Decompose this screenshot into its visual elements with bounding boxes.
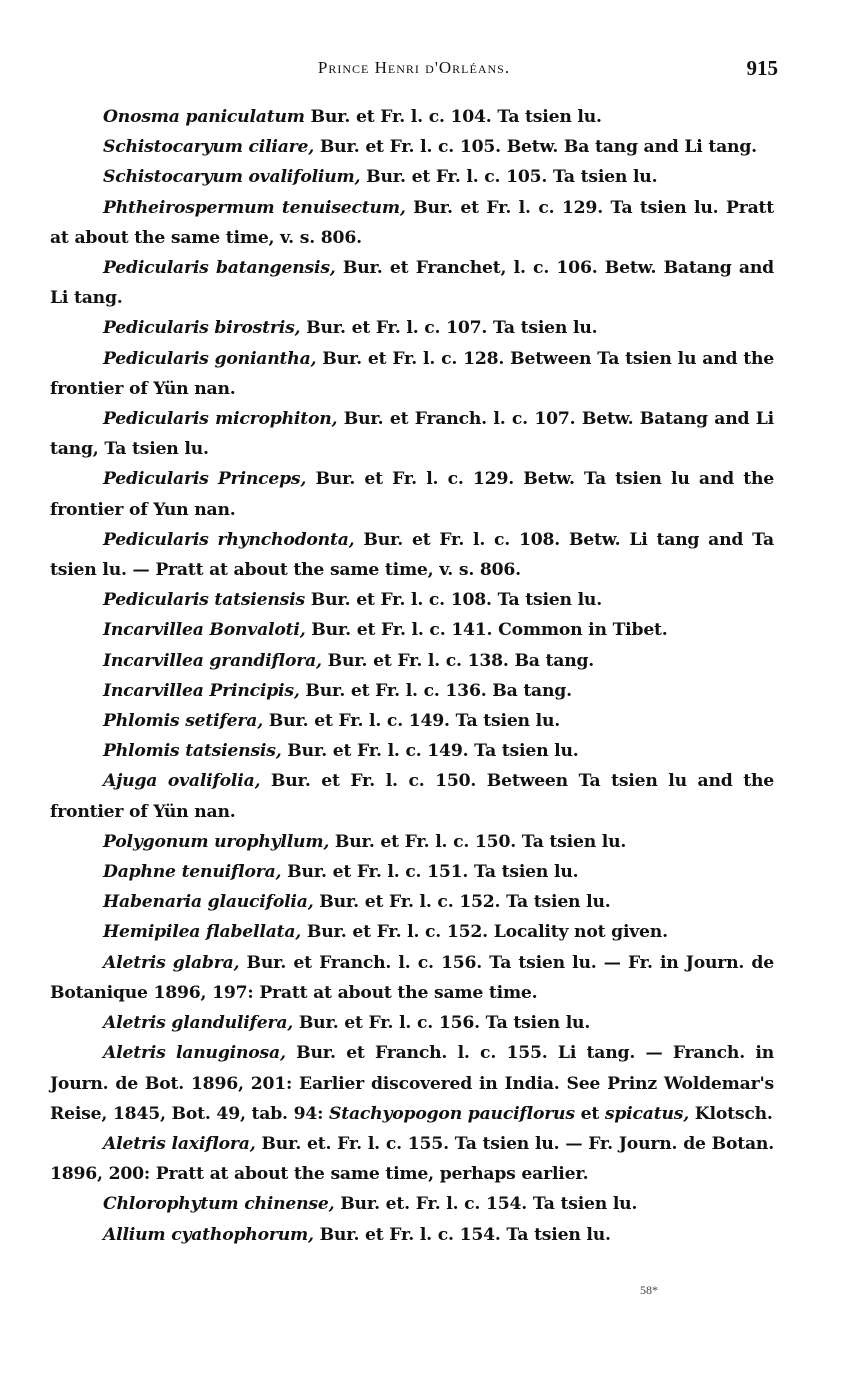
species-list (50, 102, 774, 1250)
entry-text: Bur. et Fr. l. c. 108. Betw. Li tang and Ta tsien lu. — Pratt at about the same time, v. s. 806. (50, 529, 774, 581)
species-name: Polygonum urophyllum, (103, 831, 330, 852)
list-item (50, 827, 774, 857)
species-name: Pedicularis microphiton, (103, 409, 338, 430)
entry-text: Bur. et Fr. l. c. 104. Ta tsien lu. (304, 107, 602, 127)
list-item (50, 948, 774, 1008)
species-name: Pedicularis goniantha, (103, 348, 317, 369)
species-name: Phlomis setifera, (103, 711, 263, 732)
list-item (50, 525, 774, 585)
entry-text: Bur. et Fr. l. c. 156. Ta tsien lu. (293, 1013, 591, 1034)
entry-text: Bur. et Fr. l. c. 150. Between Ta tsien lu and the frontier of Yün nan. (50, 771, 774, 822)
signature-mark: 58* (640, 1283, 658, 1297)
list-item (50, 857, 774, 887)
entry-text: Bur. et Franch. l. c. 156. Ta tsien lu. — Fr. in Journ. de Botanique 1896, 197: Pratt at about the same time. (50, 952, 774, 1003)
species-name: Pedicularis Princeps, (103, 469, 307, 490)
species-name: Daphne tenuiflora, (103, 862, 282, 883)
entry-text: Bur. et Fr. l. c. 149. Ta tsien lu. (262, 711, 561, 732)
list-item (50, 1008, 774, 1038)
running-title: Prince Henri d'Orléans. (317, 58, 511, 77)
species-name: Pedicularis tatsiensis (103, 590, 305, 611)
species-name: Pedicularis batangensis, (103, 258, 336, 279)
species-name: Aletris laxiflora, (103, 1133, 256, 1154)
list-item (50, 344, 774, 404)
list-item (50, 917, 774, 947)
entry-text: Bur. et Franchet, l. c. 106. Betw. Batang and Li tang. (50, 258, 774, 309)
entry-text: Bur. et. Fr. l. c. 154. Ta tsien lu. (334, 1194, 638, 1215)
species-name: Phtheirospermum tenuisectum, (103, 197, 406, 218)
list-item (50, 676, 774, 706)
species-name: Chlorophytum chinense, (103, 1194, 335, 1215)
entry-text: Bur. et Fr. l. c. 108. Ta tsien lu. (304, 590, 603, 611)
list-item (50, 404, 774, 464)
list-item (50, 464, 774, 524)
list-item (50, 585, 774, 615)
entry-text: Bur. et Fr. l. c. 129. Betw. Ta tsien lu and the frontier of Yun nan. (50, 469, 775, 520)
list-item (50, 646, 774, 676)
species-name: Incarvillea Principis, (103, 680, 300, 701)
page-header (50, 56, 778, 86)
entry-text: Bur. et. Fr. l. c. 155. Ta tsien lu. — Fr. Journ. de Botan. 1896, 200: Pratt at about the same time, perhaps earlier. (50, 1133, 775, 1185)
entry-text: et (574, 1103, 605, 1124)
entry-text: Bur. et Fr. l. c. 138. Ba tang. (321, 650, 595, 671)
list-item (50, 887, 774, 917)
entry-text: Bur. et Fr. l. c. 107. Ta tsien lu. (300, 318, 598, 339)
entry-text: Bur. et Fr. l. c. 152. Locality not given. (301, 922, 668, 943)
list-item (50, 132, 774, 162)
list-item (50, 162, 774, 192)
species-name: Incarvillea Bonvaloti, (103, 620, 306, 641)
list-item (50, 102, 774, 132)
entry-text: Bur. et Fr. l. c. 149. Ta tsien lu. (281, 741, 579, 762)
list-item (50, 1189, 774, 1219)
species-name: Aletris glandulifera, (103, 1013, 294, 1034)
species-name: Habenaria glaucifolia, (103, 892, 314, 913)
species-name: Phlomis tatsiensis, (103, 741, 282, 762)
list-item (50, 1220, 774, 1250)
list-item (50, 706, 774, 736)
page-number: 915 (746, 56, 778, 80)
species-name: Aletris lanuginosa, (103, 1043, 286, 1064)
species-name: Onosma paniculatum (103, 107, 305, 127)
entry-text: Bur. et Fr. l. c. 105. Betw. Ba tang and Li tang. (314, 137, 757, 158)
list-item (50, 615, 774, 645)
species-name: Aletris glabra, (103, 952, 240, 973)
entry-text: Bur. et Fr. l. c. 150. Ta tsien lu. (329, 831, 627, 852)
list-item (50, 193, 774, 253)
species-name: Allium cyathophorum, (103, 1224, 314, 1245)
entry-text: Bur. et Fr. l. c. 136. Ba tang. (299, 680, 572, 701)
entry-text: Bur. et Fr. l. c. 152. Ta tsien lu. (313, 892, 611, 913)
species-name: Pedicularis rhynchodonta, (103, 529, 355, 550)
entry-text: Bur. et Franch. l. c. 107. Betw. Batang and Li tang, Ta tsien lu. (50, 409, 774, 460)
species-name: Pedicularis birostris, (103, 318, 301, 339)
species-name: spicatus, (604, 1103, 690, 1124)
species-name: Schistocaryum ovalifolium, (103, 167, 361, 188)
entry-text: Bur. et Fr. l. c. 141. Common in Tibet. (305, 620, 668, 641)
list-item (50, 1038, 774, 1129)
list-item (50, 766, 774, 826)
entry-text: Bur. et Franch. l. c. 155. Li tang. — Franch. in Journ. de Bot. 1896, 201: Earlier discovered in India. See Prinz Woldemar's Reise, 1845, Bot. 49, tab. 94: (50, 1043, 774, 1124)
list-item (50, 736, 774, 766)
entry-text: Bur. et Fr. l. c. 154. Ta tsien lu. (313, 1224, 611, 1245)
list-item (50, 253, 774, 313)
species-name: Incarvillea grandiflora, (103, 650, 322, 671)
entry-text: Bur. et Fr. l. c. 128. Between Ta tsien lu and the frontier of Yün nan. (50, 348, 774, 399)
species-name: Hemipilea flabellata, (103, 922, 302, 943)
entry-text: Bur. et Fr. l. c. 105. Ta tsien lu. (360, 167, 658, 188)
list-item (50, 313, 774, 343)
species-name: Stachyopogon pauciflorus (329, 1103, 575, 1124)
species-name: Schistocaryum ciliare, (103, 137, 315, 158)
entry-text: Bur. et Fr. l. c. 151. Ta tsien lu. (281, 862, 579, 883)
species-name: Ajuga ovalifolia, (103, 771, 261, 792)
entry-text: Klotsch. (689, 1103, 773, 1124)
list-item (50, 1129, 774, 1189)
entry-text: Bur. et Fr. l. c. 129. Ta tsien lu. Pratt at about the same time, v. s. 806. (50, 197, 774, 248)
